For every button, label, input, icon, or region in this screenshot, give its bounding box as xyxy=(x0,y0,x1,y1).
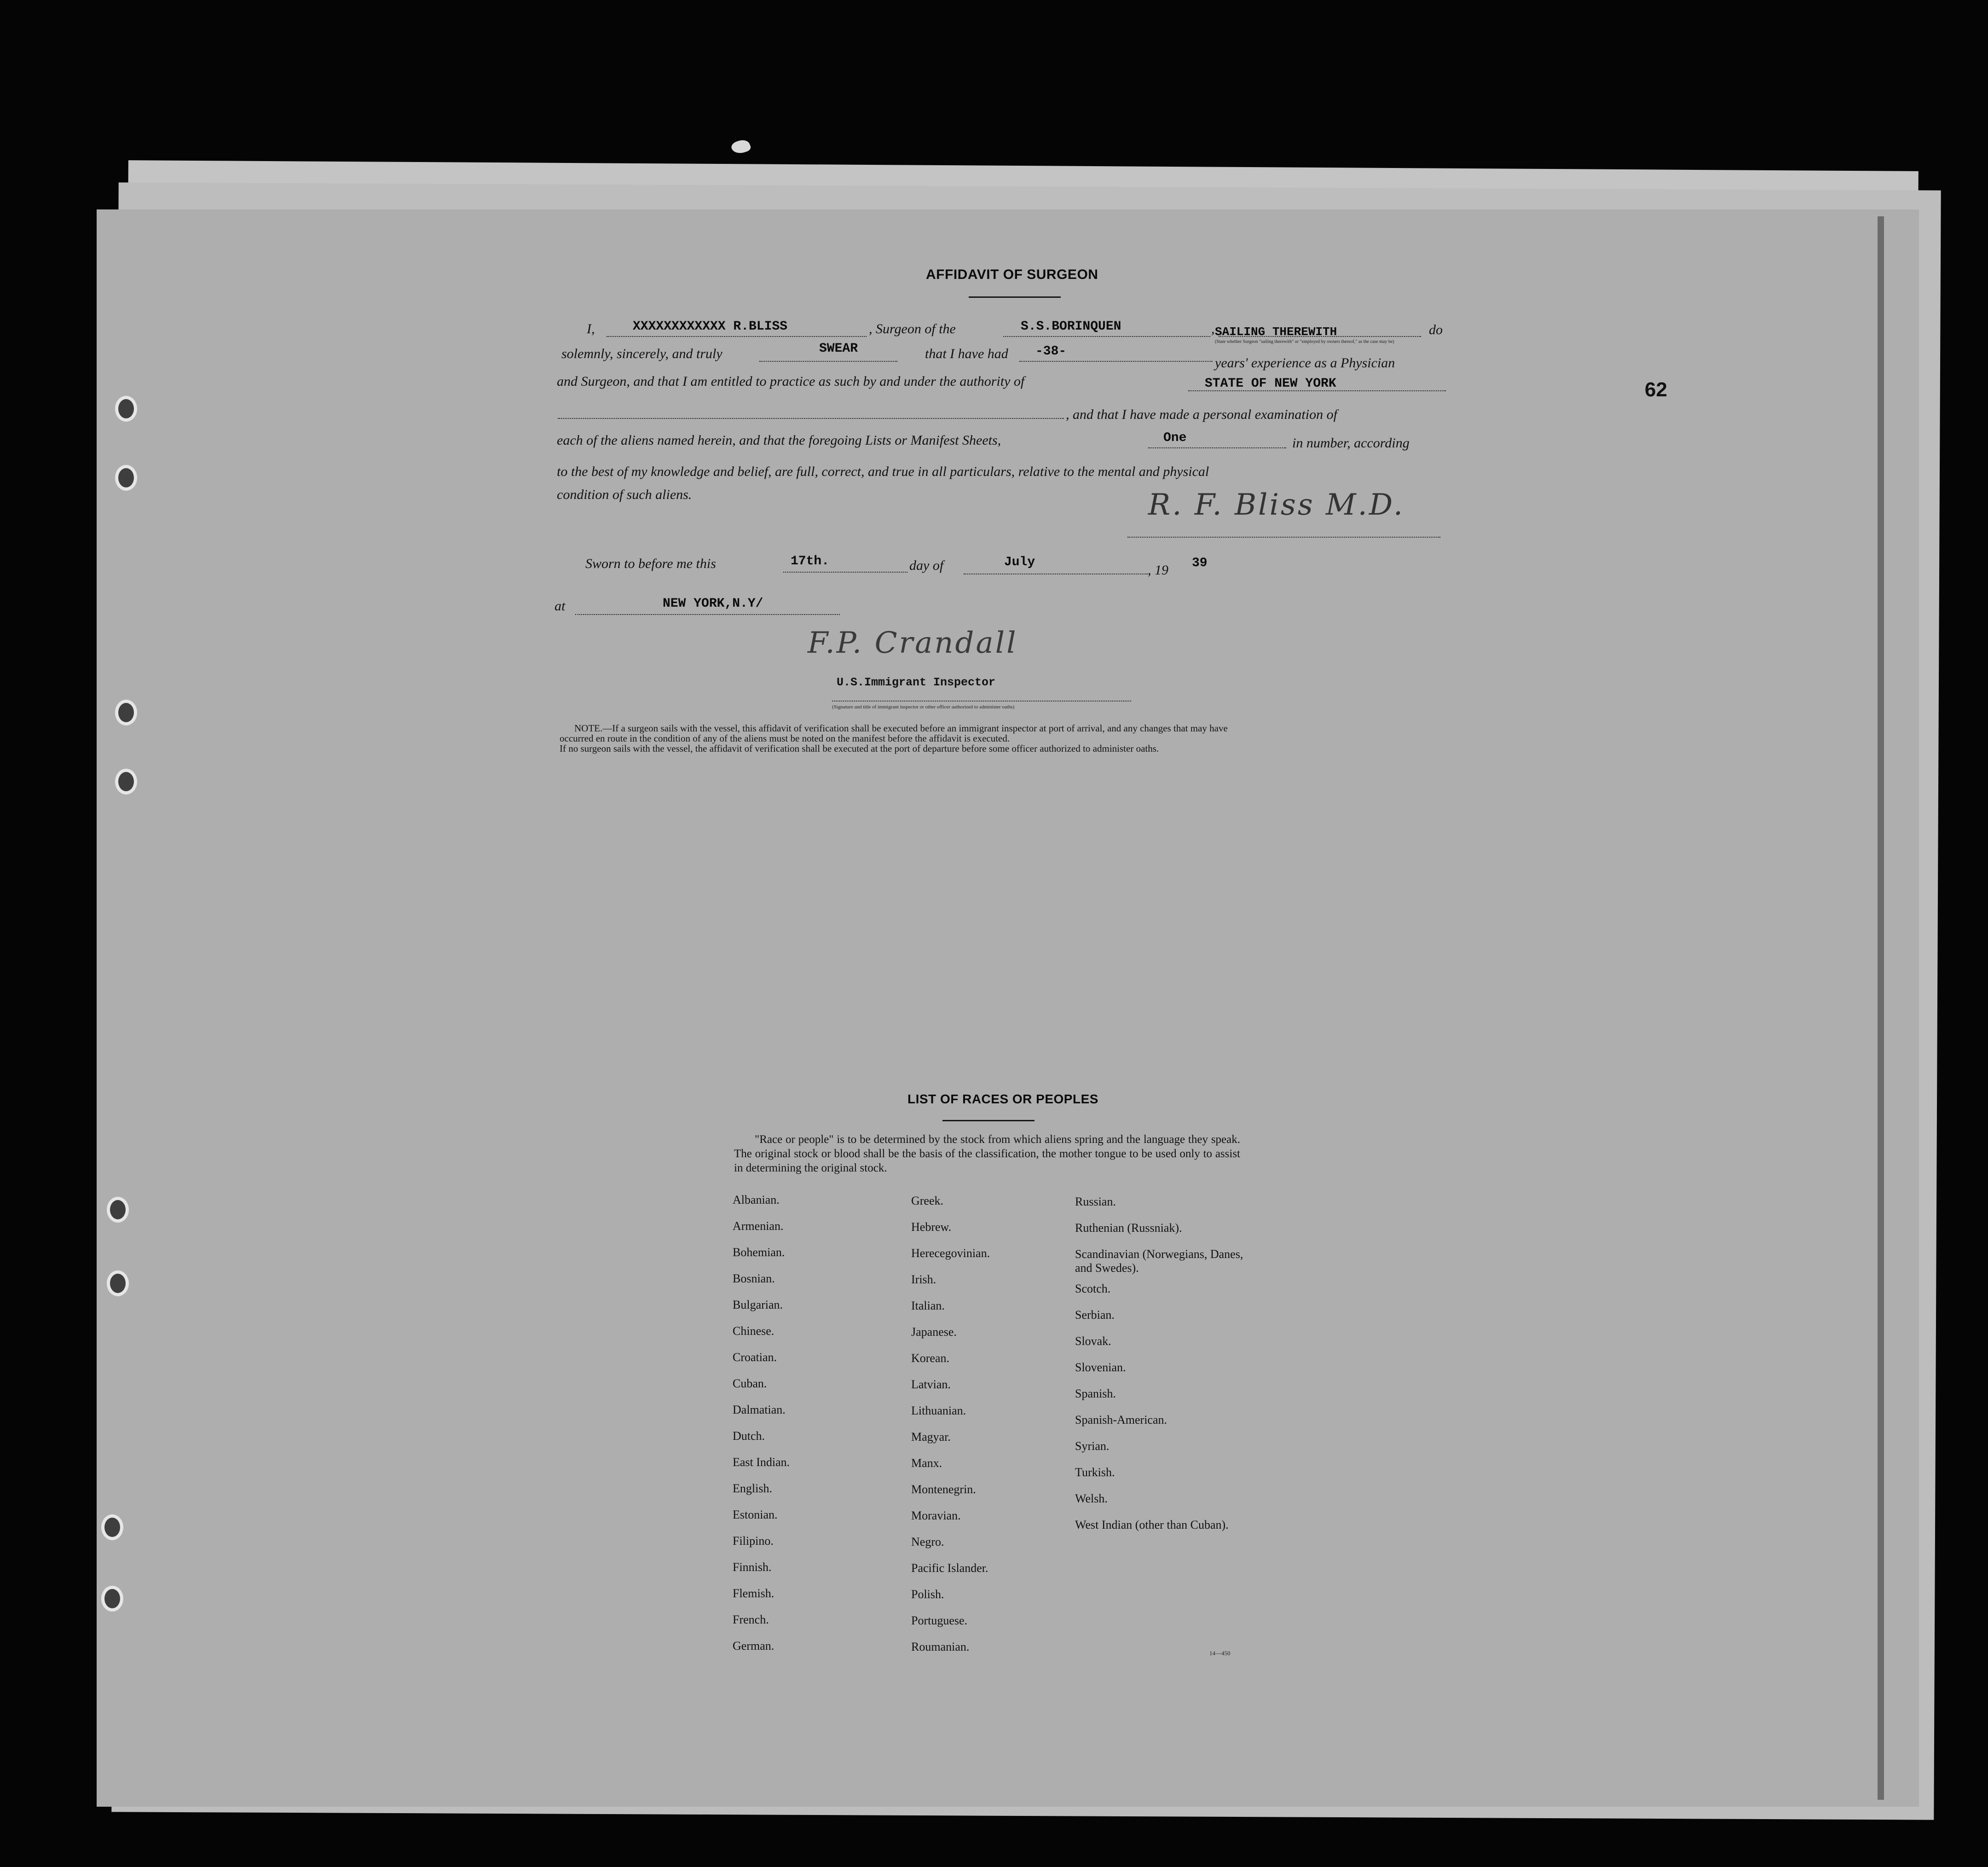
fill-line xyxy=(759,361,897,362)
paper-edge-shadow xyxy=(1878,216,1884,1800)
race-entry: Roumanian. xyxy=(911,1640,970,1653)
ship-name: S.S.BORINQUEN xyxy=(1021,319,1121,334)
race-entry: Italian. xyxy=(911,1299,945,1312)
surgeon-name: XXXXXXXXXXXX R.BLISS xyxy=(633,319,788,334)
fill-line xyxy=(575,614,840,615)
sworn-day: 17th. xyxy=(791,554,830,568)
affidavit-text: in number, according xyxy=(1292,435,1410,451)
race-entry: Manx. xyxy=(911,1456,942,1470)
affidavit-text: that I have had xyxy=(925,346,1008,361)
binder-hole xyxy=(115,396,137,422)
signature-line xyxy=(1127,537,1440,538)
race-entry: Bulgarian. xyxy=(733,1298,783,1311)
binder-hole xyxy=(115,465,137,491)
race-entry: Hebrew. xyxy=(911,1220,952,1234)
note-line: NOTE.—If a surgeon sails with the vessel, this affidavit of verification shall be executed before an immigrant inspector at port of arrival, and any changes that may have xyxy=(574,723,1228,734)
sworn-year: 39 xyxy=(1192,556,1208,570)
race-entry: Serbian. xyxy=(1075,1308,1115,1322)
fill-line xyxy=(607,336,867,337)
race-entry: French. xyxy=(733,1613,769,1626)
race-entry: German. xyxy=(733,1639,774,1652)
binder-hole xyxy=(101,1514,123,1540)
affidavit-title: AFFIDAVIT OF SURGEON xyxy=(926,267,1098,282)
manifest-sheet-count: One xyxy=(1163,431,1187,445)
race-entry: Magyar. xyxy=(911,1430,951,1444)
race-entry: Ruthenian (Russniak). xyxy=(1075,1221,1182,1235)
race-entry: Dalmatian. xyxy=(733,1403,786,1416)
race-entry: Russian. xyxy=(1075,1195,1116,1208)
race-entry: Scandinavian (Norwegians, Danes, and Swedes). xyxy=(1075,1247,1243,1275)
race-entry: Flemish. xyxy=(733,1587,774,1600)
race-entry: Filipino. xyxy=(733,1534,774,1548)
race-entry: East Indian. xyxy=(733,1455,790,1469)
affidavit-text: each of the aliens named herein, and that the foregoing Lists or Manifest Sheets, xyxy=(557,433,1001,448)
race-entry: Finnish. xyxy=(733,1560,772,1574)
race-entry: Estonian. xyxy=(733,1508,778,1521)
surgeon-signature: R. F. Bliss M.D. xyxy=(1148,488,1405,522)
form-number: 14—450 xyxy=(1209,1650,1231,1657)
inspector-caption: (Signature and title of immigrant inspector or other officer authorized to administer oaths) xyxy=(832,704,1015,710)
race-entry: Bohemian. xyxy=(733,1246,785,1259)
fill-line xyxy=(1003,336,1210,337)
paper-sheet xyxy=(97,209,1919,1807)
race-entry: Albanian. xyxy=(733,1193,780,1206)
race-entry: Herecegovinian. xyxy=(911,1247,990,1260)
affidavit-text: , 19 xyxy=(1148,562,1168,578)
affidavit-text: Sworn to before me this xyxy=(585,556,716,571)
affidavit-text: do xyxy=(1429,322,1443,337)
race-entry: West Indian (other than Cuban). xyxy=(1075,1518,1229,1531)
race-entry: Turkish. xyxy=(1075,1466,1115,1479)
race-entry: English. xyxy=(733,1482,772,1495)
race-entry: Scotch. xyxy=(1075,1282,1111,1295)
sworn-place: NEW YORK,N.Y/ xyxy=(663,597,763,611)
race-entry: Portuguese. xyxy=(911,1614,968,1627)
surgeon-status: SAILING THEREWITH xyxy=(1215,325,1337,339)
race-entry: Cuban. xyxy=(733,1377,767,1390)
affidavit-text: to the best of my knowledge and belief, are full, correct, and true in all particulars, relative to the mental and physical xyxy=(557,464,1209,479)
binder-hole xyxy=(115,769,137,794)
inspector-signature: F.P. Crandall xyxy=(808,626,1018,660)
title-rule xyxy=(942,1120,1034,1121)
fill-line xyxy=(1019,361,1213,362)
fill-line xyxy=(783,572,907,573)
signature-line xyxy=(832,701,1131,702)
licensing-authority: STATE OF NEW YORK xyxy=(1205,377,1336,391)
binder-hole xyxy=(115,700,137,725)
affidavit-text: years' experience as a Physician xyxy=(1215,355,1395,371)
affidavit-text: , and that I have made a personal examination of xyxy=(1066,407,1337,422)
affidavit-text: solemnly, sincerely, and truly xyxy=(561,346,722,361)
binder-hole xyxy=(101,1586,123,1612)
race-entry: Chinese. xyxy=(733,1324,774,1338)
scan-debris xyxy=(730,138,751,156)
page-number: 62 xyxy=(1645,378,1667,401)
race-entry: Polish. xyxy=(911,1588,944,1601)
race-entry: Latvian. xyxy=(911,1378,951,1391)
race-entry: Syrian. xyxy=(1075,1439,1110,1453)
affidavit-text: condition of such aliens. xyxy=(557,487,692,502)
years-experience: -38- xyxy=(1035,344,1067,359)
race-entry: Montenegrin. xyxy=(911,1483,976,1496)
fill-line xyxy=(1148,447,1286,448)
affidavit-text: , Surgeon of the xyxy=(869,321,956,336)
races-intro: "Race or people" is to be determined by the stock from which aliens spring and the language they speak. The original stock or blood shall be the basis of the classification, the mother tongue to be used only to assist in determining the original stock. xyxy=(734,1133,1240,1174)
race-entry: Armenian. xyxy=(733,1219,784,1233)
race-entry: Negro. xyxy=(911,1535,944,1548)
affidavit-text: day of xyxy=(909,558,944,573)
race-entry: Slovak. xyxy=(1075,1334,1111,1348)
affidavit-text: I, xyxy=(587,321,595,336)
race-entry: Pacific Islander. xyxy=(911,1561,988,1575)
races-title: LIST OF RACES OR PEOPLES xyxy=(907,1092,1098,1106)
race-entry: Bosnian. xyxy=(733,1272,775,1285)
affidavit-text: , xyxy=(1211,321,1215,336)
fill-line xyxy=(558,418,1064,419)
race-entry: Slovenian. xyxy=(1075,1361,1126,1374)
note-line: If no surgeon sails with the vessel, the affidavit of verification shall be executed at the port of departure before some officer authorized to administer oaths. xyxy=(560,743,1159,754)
race-entry: Moravian. xyxy=(911,1509,961,1522)
race-entry: Dutch. xyxy=(733,1429,765,1443)
race-entry: Irish. xyxy=(911,1273,936,1286)
race-entry: Welsh. xyxy=(1075,1492,1108,1505)
oath-word: SWEAR xyxy=(819,342,858,356)
race-entry: Korean. xyxy=(911,1351,950,1365)
race-entry: Spanish. xyxy=(1075,1387,1116,1400)
binder-hole xyxy=(107,1197,129,1223)
note-line: occurred en route in the condition of any of the aliens must be noted on the manifest before the affidavit is executed. xyxy=(560,733,1010,744)
race-entry: Greek. xyxy=(911,1194,944,1207)
race-entry: Lithuanian. xyxy=(911,1404,966,1417)
race-entry: Croatian. xyxy=(733,1351,777,1364)
title-rule xyxy=(969,296,1061,298)
inspector-title: U.S.Immigrant Inspector xyxy=(837,676,996,689)
affidavit-text: and Surgeon, and that I am entitled to practice as such by and under the authority of xyxy=(557,374,1025,389)
binder-hole xyxy=(107,1270,129,1296)
race-entry: Spanish-American. xyxy=(1075,1413,1167,1426)
affidavit-text: at xyxy=(555,598,566,614)
status-note: (State whether Surgeon "sailing therewith" or "employed by owners thereof," as the case may be) xyxy=(1215,339,1394,344)
race-entry: Japanese. xyxy=(911,1325,957,1339)
sworn-month: July xyxy=(1004,555,1035,569)
